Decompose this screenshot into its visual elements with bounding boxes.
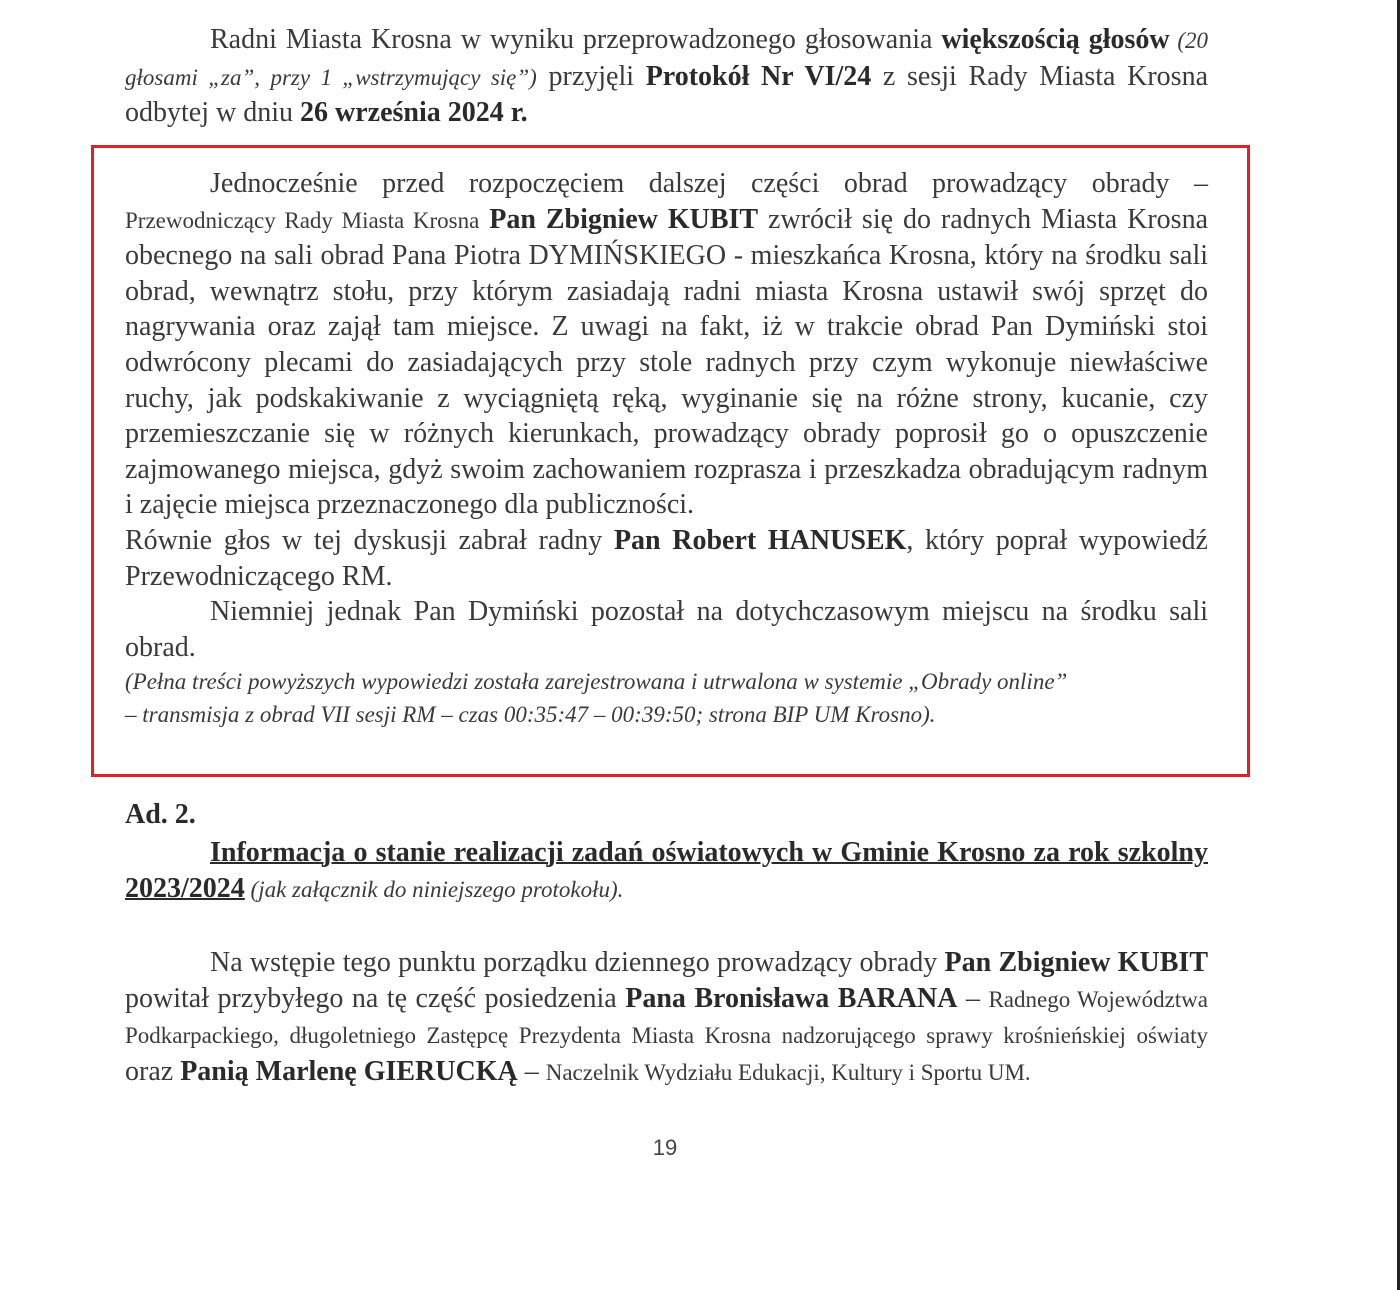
page-number: 19 [652,1135,678,1160]
paragraph-hanusek [125,523,1208,594]
text: zwrócił się do radnych Miasta Krosna obecnego na sali obrad Pana Piotra DYMIŃSKIEGO - mieszkańca Krosna, który na środku sali obrad, wewnątrz stołu, przy którym zasiadają radni miasta Krosna ustawił swój sprzęt do nagrywania oraz zajął tam miejsce. Z uwagi na fakt, iż w trakcie obrad Pan Dymiński stoi odwrócony plecami do zasiadających przy stole radnych przy czym wykonuje niewłaściwe ruchy, jak podskakiwanie z wyciągniętą ręką, wyginanie się na różne strony, kucanie, czy przemieszczanie się w różnych kierunkach, prowadzący obrady poprosił go o opuszczenie zajmowanego miejsca, gdyż swoim zachowaniem rozprasza i przeszkadza obradującym radnym i zajęcie miejsca przeznaczonego dla publiczności. [125,203,1209,521]
bold-text: większością głosów [941,24,1170,55]
text: – [957,982,989,1014]
text: , który poprał wypowiedź Przewodniczącego RM. [125,524,1208,592]
chair-title: Przewodniczący Rady Miasta Krosna [125,207,480,233]
paragraph-chair-address [125,166,1208,523]
text: oraz [125,1055,181,1087]
chair-name: Pan Zbigniew KUBIT [944,947,1209,978]
agenda-item-title: Informacja o stanie realizacji zadań oświatowych w Gminie Krosno za rok szkolny 2023/2024 [125,837,1208,904]
paragraph-welcome [125,945,1208,1090]
guest-name: Pana Bronisława BARANA [625,982,958,1014]
agenda-item-number: Ad. 2. [125,799,196,830]
text: Na wstępie tego punktu porządku dziennego prowadzący obrady [210,947,945,978]
text: Radni Miasta Krosna w wyniku przeprowadzonego głosowania [210,24,942,55]
agenda-item-heading [125,835,1208,907]
text: – [517,1055,546,1087]
text: Jednocześnie przed rozpoczęciem dalszej części obrad prowadzący obrady – [210,168,1208,199]
attachment-note: (jak załącznik do niniejszego protokołu). [244,876,624,902]
vote-count-note: (20 głosami „za”, przy 1 „wstrzymujący się”) [125,28,1208,90]
text: Równie głos w tej dyskusji zabrał radny [125,524,614,556]
recording-note-line-2: – transmisja z obrad VII sesji RM – czas 00:35:47 – 00:39:50; strona BIP UM Krosno). [125,702,936,728]
text: powitał przybyłego na tę część posiedzenia [125,982,626,1014]
session-date: 26 września 2024 r. [300,97,528,129]
paragraph-dyminski-stayed: Niemniej jednak Pan Dymiński pozostał na dotychczasowym miejscu na środku sali obrad. [125,596,1208,663]
text [479,204,489,235]
recording-note-line-1: (Pełna treści powyższych wypowiedzi została zarejestrowana i utrwalona w systemie „Obrady online” [125,669,1068,695]
paragraph-protocol-approval [125,22,1208,131]
guest-title: Naczelnik Wydziału Edukacji, Kultury i Sportu UM. [545,1059,1031,1085]
text: przyjęli [536,60,646,92]
protocol-number: Protokół Nr VI/24 [645,60,872,92]
highlighted-section [125,166,1208,731]
guest-name: Panią Marlenę GIERUCKĄ [180,1055,518,1087]
guest-title: Radnego Województwa Podkarpackiego, długoletniego Zastępcę Prezydenta Miasta Krosna nadzorującego sprawy krośnieńskiej oświaty [125,986,1208,1049]
chair-name: Pan Zbigniew KUBIT [489,203,759,235]
councillor-name: Pan Robert HANUSEK [613,524,907,556]
text: z sesji Rady Miasta Krosna odbytej w dniu [125,60,1208,129]
